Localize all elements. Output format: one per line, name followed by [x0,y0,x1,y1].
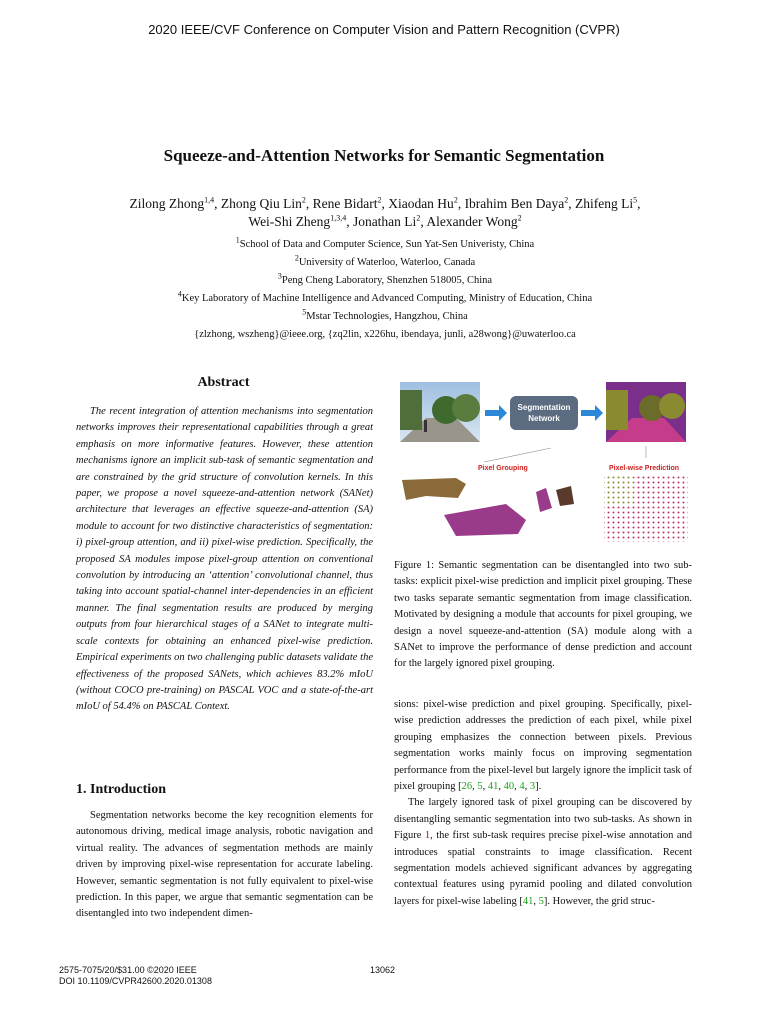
author-affil-sup: 5 [633,195,638,205]
affil-text: University of Waterloo, Waterloo, Canada [298,257,476,268]
affil-sup: 1 [235,235,240,245]
abstract-heading: Abstract [197,375,250,390]
affiliation-4 [60,290,710,308]
author-name: Jonathan Li [352,214,417,229]
author-list [60,195,710,231]
paragraph-text: ]. [535,781,542,793]
author-sep: , [214,196,221,211]
affil-text: School of Data and Computer Science, Sun Yat-Sen Univeristy, China [239,239,535,250]
figure-ref-link[interactable]: 1 [424,830,431,842]
affiliation-list [60,236,710,344]
pixel-wise-label: Pixel-wise Prediction [609,465,680,472]
arrow-right-icon [581,405,603,421]
author-affil-sup: 2 [377,195,382,205]
paragraph-text: ]. However, the grid struc- [543,895,655,907]
paragraph-text: , the first sub-task requires precise pixel-wise annotation and introduces spatial constraints to image classification. Recent segmentation models achieved significant advances by aggregating contextual features using pyramid pooling and dilated convolution layers for pixel-wise labeling [ [394,830,692,907]
network-label-1: Segmentation [517,403,571,412]
intro-text: Segmentation networks become the key recognition elements for autonomous driving, medical image analysis, robotic navigation and virtual reality. The advances of segmentation methods are mainly driven by improving pixel-wise representation for accurate labeling. However, semantic segmentation is not fully equivalent to pixel-wise prediction. In this paper, we argue that semantic segmentation can be disentangled into two independent dimen- [76,810,373,920]
arrow-right-icon [485,405,507,421]
right-paragraph-1: sions: pixel-wise prediction and pixel grouping. Specifically, pixel-wise prediction addresses the prediction of each pixel, while pixel grouping emphasizes the connection between pixels. Previous segmentation works mainly focus on improving segmentation performance from the pixel-level but largely ignore the implicit task of pixel grouping [26, 5, 41, 40, 4, 3]. [394,699,692,793]
author-sep: , [568,196,576,211]
citation-link[interactable]: 5 [538,895,544,907]
paragraph-text: , [533,895,539,907]
affiliation-1 [60,236,710,254]
citation-link[interactable]: 26 [461,781,473,793]
pixel-grouping-shapes [402,478,574,536]
citation-link[interactable]: 4 [519,781,525,793]
citation-link[interactable]: 41 [487,781,499,793]
affil-text: Mstar Technologies, Hangzhou, China [306,311,468,322]
author-affil-sup: 2 [416,213,421,223]
author-sep: , [637,196,641,211]
figure-caption: Figure 1: Semantic segmentation can be disentangled into two sub-tasks: explicit pixel-wise prediction and implicit pixel grouping. These two tasks separate semantic segmentation from image classification. Motivated by designing a module that accounts for pixel grouping, we design a novel squeeze-and-attention (SA) module along with a SANet to improve the performance of dense prediction and account for the largely ignored pixel grouping. [394,560,692,670]
connector-line [484,448,551,462]
affiliation-3 [60,272,710,290]
author-sep: , [346,214,353,229]
page-number: 13062 [370,965,396,975]
author-emails: {zlzhong, wszheng}@ieee.org, {zq2lin, x226hu, ibendaya, junli, a28wong}@uwaterloo.ca [194,329,576,340]
affil-sup: 2 [294,253,299,263]
affil-sup: 3 [277,271,282,281]
conference-header: 2020 IEEE/CVF Conference on Computer Vision and Pattern Recognition (CVPR) [148,22,620,37]
affil-text: Key Laboratory of Machine Intelligence and Advanced Computing, Ministry of Education, China [181,293,593,304]
affiliation-5 [60,308,710,326]
author-line-1 [60,195,710,213]
author-name: Alexander Wong [426,214,518,229]
affil-sup: 5 [302,307,307,317]
citation-link[interactable]: 5 [477,781,483,793]
citation-link[interactable]: 3 [529,781,536,793]
right-column-text [394,697,692,910]
citation-link[interactable]: 40 [503,781,515,793]
affil-text: Peng Cheng Laboratory, Shenzhen 518005, China [281,275,493,286]
affiliation-2 [60,254,710,272]
author-affil-sup: 2 [517,213,522,223]
author-affil-sup: 2 [453,195,458,205]
abstract-text: The recent integration of attention mechanisms into segmentation networks improves their representational capabilities through a great emphasis on more informative features. However, these attention mechanisms ignore an implicit sub-task of semantic segmentation and are constrained by the grid structure of convolution kernels. In this paper, we propose a novel squeeze-and-attention network (SANet) architecture that leverages an effective squeeze-and-attention (SA) module to account for two distinctive characteristics of segmentation: i) pixel-group attention, and ii) pixel-wise prediction. Specifically, the proposed SA modules impose pixel-group attention on conventional convolution by introducing an ‘attention’ convolutional channel, thus taking into account spatial-channel inter-dependencies in an efficient manner. The final segmentation results are produced by merging outputs from four hierarchical stages of a SANet to integrate multi-scale contexts for obtaining an enhanced pixel-wise prediction. Empirical experiments on two challenging public datasets validate the effectiveness of the proposed SANets, which achieves 83.2% mIoU (without COCO pre-training) on PASCAL VOC and a state-of-the-art mIoU of 54.4% on PASCAL Context. [76,406,373,713]
segmentation-network-box [510,396,578,430]
footer-doi: DOI 10.1109/CVPR42600.2020.01308 [59,976,212,986]
affil-sup: 4 [177,289,182,299]
author-affil-sup: 1,3,4 [330,213,347,223]
paragraph-text: sions: pixel-wise prediction and pixel grouping. Specifically, pixel-wise prediction addresses the prediction of each pixel, while pixel grouping emphasizes the connection between pixels. Previous segmentation works mainly focus on improving segmentation performance from the pixel-level but largely ignore the implicit task of pixel grouping [ [394,699,692,793]
author-name: Rene Bidart [312,196,378,211]
author-name: Zilong Zhong [129,196,205,211]
author-name: Ibrahim Ben Daya [464,196,565,211]
figure-1 [396,380,690,548]
footer-line-1: 2575-7075/20/$31.00 ©2020 IEEE [59,965,197,975]
author-sep: , [420,214,427,229]
citation-link[interactable]: 41 [522,895,534,907]
author-sep: , [381,196,389,211]
author-affil-sup: 2 [301,195,306,205]
paragraph-text: The largely ignored task of pixel grouping can be discovered by disentangling semantic segmentation into two sub-tasks. As shown in Figure [394,797,692,842]
intro-heading: 1. Introduction [76,782,166,797]
pixel-wise-grid [604,476,688,542]
author-name: Xiaodan Hu [388,196,454,211]
street-photo [400,382,480,442]
author-line-2 [60,213,710,231]
pixel-grouping-label: Pixel Grouping [478,465,528,472]
author-sep: , [305,196,313,211]
network-label-2: Network [528,414,560,423]
author-name: Zhifeng Li [575,196,634,211]
author-affil-sup: 1,4 [204,195,215,205]
footer-copyright [59,965,212,987]
author-name: Zhong Qiu Lin [220,196,302,211]
author-affil-sup: 2 [564,195,569,205]
author-sep: , [457,196,465,211]
segmentation-map [606,382,686,442]
paper-title: Squeeze-and-Attention Networks for Semantic Segmentation [163,146,605,165]
right-paragraph-2 [394,795,692,910]
author-name: Wei-Shi Zheng [248,214,331,229]
